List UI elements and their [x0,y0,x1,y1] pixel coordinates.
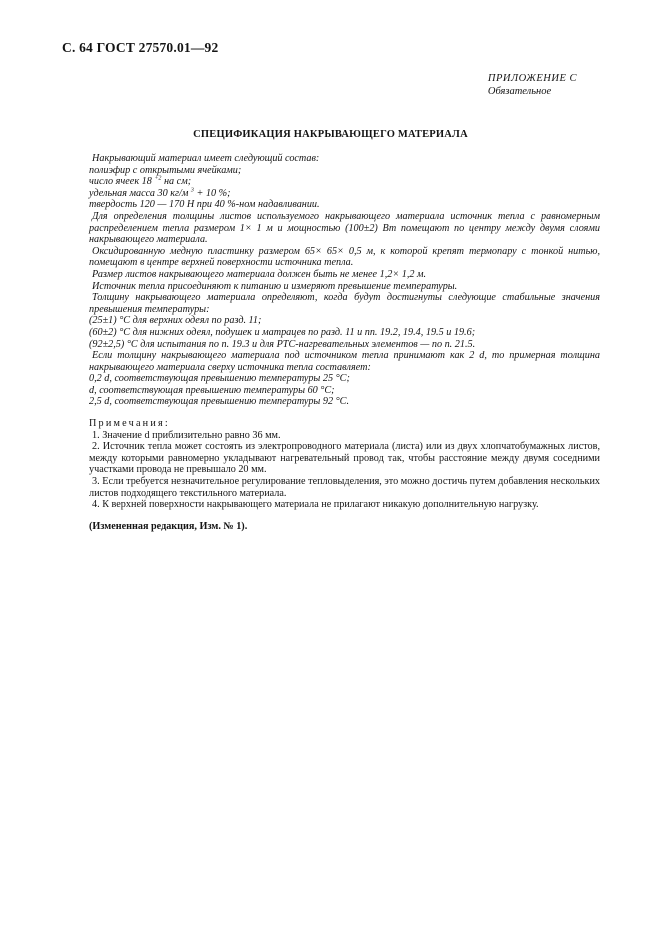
appendix-title: ПРИЛОЖЕНИЕ С [487,73,577,84]
document-body [89,153,600,532]
note-item: 3. Если требуется незначительное регулирование тепловыделения, это можно достичь путем добавления нескольких листов подходящего текстильного материала. [89,476,600,499]
paragraph: Размер листов накрывающего материала должен быть не менее 1,2× 1,2 м. [92,268,427,280]
appendix-block [488,72,577,98]
temperature-line: (60±2) °С для нижних одеял, подушек и матрацев по разд. 11 и пп. 19.2, 19.4, 19.5 и 19.6; [89,326,476,338]
note-item: 4. К верхней поверхности накрывающего материала не прилагают никакую дополнительную нагрузку. [92,499,539,511]
density-text: удельная масса 30 кг/м [89,187,191,199]
thickness-line: 2,5 d, соответствующая превышению температуры 92 °С. [89,396,350,408]
paragraph: Для определения толщины листов используемого накрывающего материала источник тепла с равномерным распределением тепла размером 1× 1 м и мощностью (100±2) Вт помещают по центру между двумя слоями накрывающего материала. [89,210,600,246]
density-superscript: 3 [190,187,194,194]
temperature-line: (92±2,5) °С для испытания по п. 19.3 и для РТС-нагревательных элементов — по п. 21.5. [89,338,476,350]
composition-intro: Накрывающий материал имеет следующий состав: [92,153,320,164]
paragraph: Если толщину накрывающего материала под источником тепла принимают как 2 d, то примерная толщина накрывающего материала сверху источника тепла составляет: [89,350,600,373]
document-title: СПЕЦИФИКАЦИЯ НАКРЫВАЮЩЕГО МАТЕРИАЛА [193,129,468,140]
note-item: 1. Значение d приблизительно равно 36 мм. [92,429,281,441]
notes-block [89,418,600,511]
page-header: С. 64 ГОСТ 27570.01—92 [62,40,219,55]
temperature-line: (25±1) °С для верхних одеял по разд. 11; [89,315,262,327]
notes-label: Примечания: [89,418,170,430]
thickness-line: 0,2 d, соответствующая превышению температуры 25 °С; [89,373,350,385]
thickness-line: d, соответствующая превышению температуры 60 °С; [89,384,335,396]
density-tolerance: + 10 %; [193,187,231,199]
cell-count-superscript: +2 [154,175,162,182]
edit-note: (Измененная редакция, Изм. № 1). [89,520,248,532]
cell-count-unit: на см; [161,176,192,188]
composition-line [89,176,600,188]
composition-line [89,188,600,200]
composition-block [89,153,600,408]
appendix-status: Обязательное [487,86,552,97]
paragraph: Толщину накрывающего материала определяют, когда будут достигнуты следующие стабильные значения превышения температуры: [89,292,600,315]
cell-count-text: число ячеек 18 [89,176,155,188]
paragraph: Источник тепла присоединяют к питанию и измеряют превышение температуры. [92,280,458,292]
paragraph: Оксидированную медную пластинку размером 65× 65× 0,5 м, к которой крепят термопару с тонкой нитью, помещают в центре верхней поверхности источника тепла. [89,245,600,269]
composition-line: полиэфир с открытыми ячейками; [89,164,242,176]
composition-line: твердость 120 — 170 Н при 40 %-ном надавливании. [89,199,320,211]
note-item: 2. Источник тепла может состоять из электропроводного материала (листа) или из двух хлопчатобумажных листов, между которыми равномерно укладывают нагревательный провод так, чтобы расстояние между двумя соседними участками провода не превышало 20 мм. [89,441,600,476]
